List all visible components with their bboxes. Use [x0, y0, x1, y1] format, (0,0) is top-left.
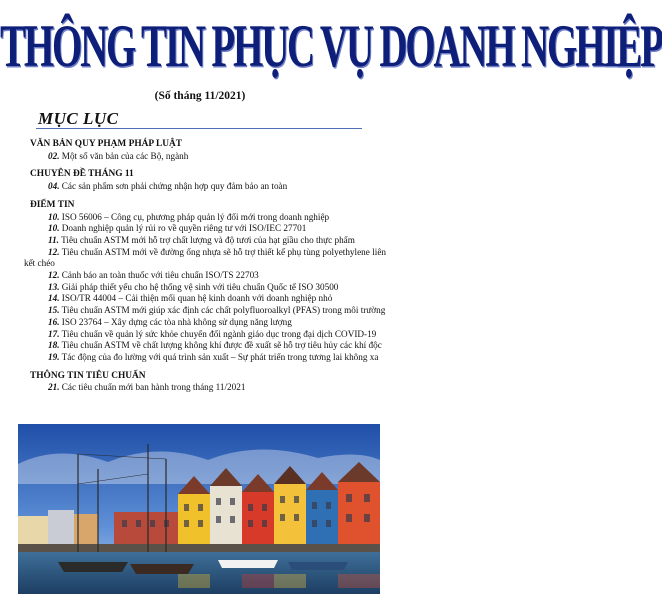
building	[48, 510, 74, 546]
boat	[288, 562, 348, 570]
page-number: 11.	[48, 234, 59, 245]
entry-title: Tiêu chuẩn ASTM mới giúp xác định các chất polyfluoroalkyl (PFAS) trong môi trường	[59, 305, 386, 316]
entry-title: Các sản phẩm sơn phải chứng nhận hợp quy đảm bảo an toàn	[59, 181, 288, 192]
toc-entry[interactable]	[24, 151, 386, 163]
toc-entry[interactable]	[24, 352, 386, 364]
toc-entry[interactable]	[24, 382, 386, 394]
toc-entry[interactable]	[24, 317, 386, 329]
harbor-photo	[18, 424, 380, 594]
entry-title: Cảnh báo an toàn thuốc với tiêu chuẩn ISO/TS 22703	[59, 270, 259, 281]
toc-entry[interactable]	[24, 212, 386, 224]
reflections	[178, 574, 380, 588]
building	[178, 494, 210, 546]
section-heading-legal: VĂN BẢN QUY PHẠM PHÁP LUẬT	[30, 139, 182, 149]
page-number: 04.	[48, 181, 60, 192]
table-of-contents	[24, 139, 386, 394]
toc-entry[interactable]	[24, 293, 386, 305]
entry-title: Tiêu chuẩn ASTM mới về đường ống nhựa sẽ hỗ trợ thiết kế phụ tùng polyethylene liên kết chéo	[24, 246, 386, 269]
toc-title: MỤC LỤC	[38, 109, 119, 128]
page-number: 12.	[48, 270, 60, 281]
entry-title: Giải pháp thiết yếu cho hệ thống vệ sinh với tiêu chuẩn Quốc tế ISO 30500	[59, 281, 339, 292]
entry-title: Các tiêu chuẩn mới ban hành trong tháng 11/2021	[59, 382, 246, 393]
quay	[18, 544, 380, 552]
toc-entry[interactable]	[24, 223, 386, 235]
entry-title: ISO/TR 44004 – Cải thiện mối quan hệ kinh doanh với doanh nghiệp nhỏ	[59, 293, 333, 304]
building	[210, 486, 242, 546]
page-number: 18.	[48, 340, 60, 351]
building	[18, 516, 48, 546]
building	[114, 512, 178, 546]
toc-entry[interactable]	[24, 247, 386, 270]
section-heading-feature: CHUYÊN ĐỀ THÁNG 11	[30, 169, 134, 180]
boat	[130, 564, 194, 574]
entry-title: ISO 23764 – Xây dựng các tòa nhà không sử dụng năng lượng	[59, 316, 292, 327]
toc-divider	[36, 128, 362, 129]
page-number: 10.	[48, 223, 60, 234]
entry-title: Tiêu chuẩn ASTM mới hỗ trợ chất lượng và độ tươi của hạt giầu cho thực phẩm	[58, 234, 355, 245]
page-number: 13.	[48, 281, 60, 292]
masthead-title: THÔNG TIN PHỤC VỤ DOANH NGHIỆP	[0, 13, 662, 80]
page-number: 15.	[48, 305, 60, 316]
entry-title: Doanh nghiệp quản lý rủi ro về quyền riêng tư với ISO/IEC 27701	[59, 223, 307, 234]
page-number: 02.	[48, 150, 60, 161]
page-number: 14.	[48, 293, 60, 304]
toc-entry[interactable]	[24, 181, 386, 193]
page-number: 12.	[48, 246, 60, 257]
entry-title: Một số văn bản của các Bộ, ngành	[59, 150, 189, 161]
boat	[58, 562, 128, 572]
building	[274, 484, 306, 546]
entry-title: ISO 56006 – Công cụ, phương pháp quản lý đổi mới trong doanh nghiệp	[59, 211, 330, 222]
toc-entry[interactable]	[24, 282, 386, 294]
section-heading-standards: THÔNG TIN TIÊU CHUẨN	[30, 370, 146, 381]
toc-entry[interactable]	[24, 329, 386, 341]
entry-title: Tiêu chuẩn ASTM về chất lượng không khí được đề xuất sẽ hỗ trợ tiêu hủy các khí độc	[59, 340, 382, 351]
page-number: 17.	[48, 328, 60, 339]
toc-entry[interactable]	[24, 235, 386, 247]
page-number: 21.	[48, 382, 60, 393]
building	[306, 490, 338, 546]
section-heading-news: ĐIỂM TIN	[30, 199, 75, 210]
toc-entry[interactable]	[24, 270, 386, 282]
boat	[218, 560, 278, 568]
toc-entry[interactable]	[24, 340, 386, 352]
toc-entry[interactable]	[24, 305, 386, 317]
page-number: 10.	[48, 211, 60, 222]
building	[242, 492, 274, 546]
building	[338, 482, 380, 546]
entry-title: Tác động của đo lường với quá trình sản xuất – Sự phát triển trong tương lai không xa	[59, 351, 379, 362]
page-number: 16.	[48, 316, 60, 327]
page-number: 19.	[48, 351, 60, 362]
entry-title: Tiêu chuẩn về quản lý sức khỏe chuyển đổi ngành giáo dục trong đại dịch COVID-19	[59, 328, 377, 339]
issue-number: (Số tháng 11/2021)	[154, 90, 246, 102]
